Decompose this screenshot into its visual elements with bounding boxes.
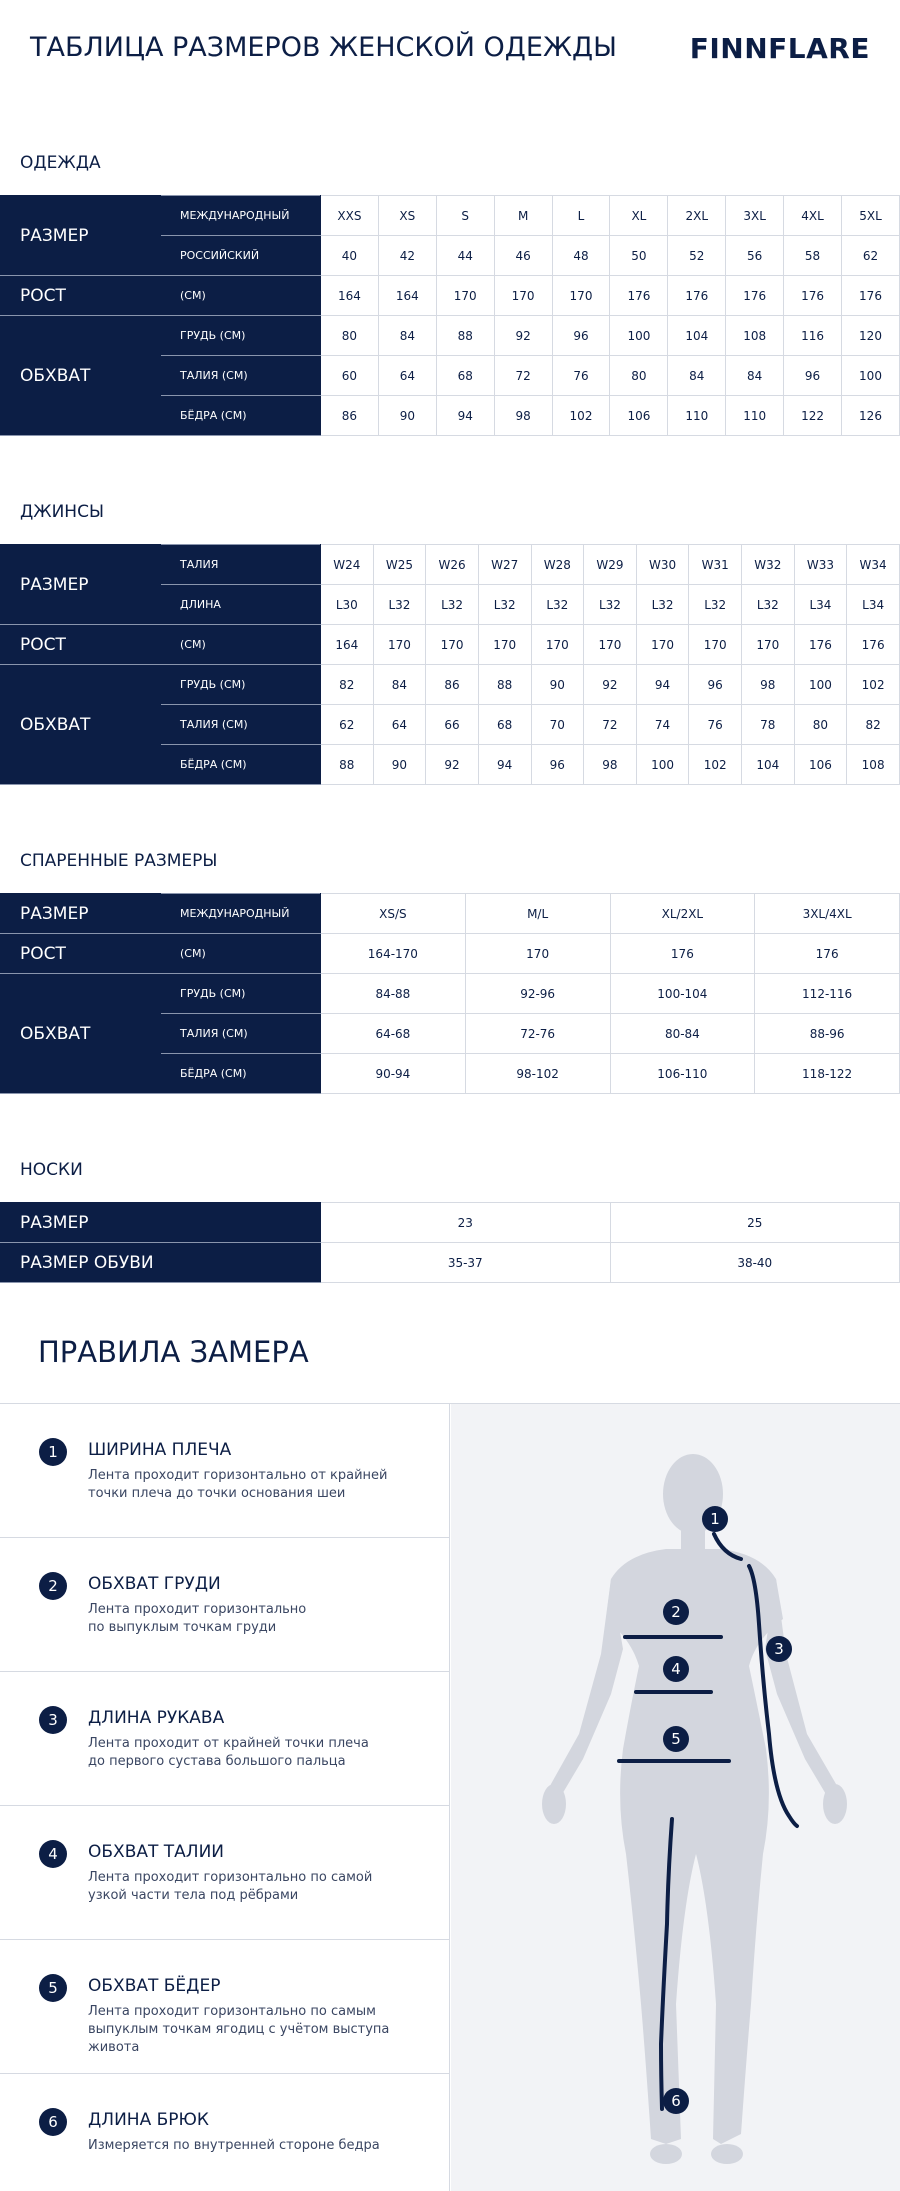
table-cell: 112-116 [755, 974, 900, 1014]
rule-description-line: по выпуклым точкам груди [88, 1620, 277, 1635]
table-cell: L32 [689, 585, 742, 625]
table-cell: 94 [436, 396, 494, 436]
clothing-size-table [0, 195, 900, 436]
marker-6-label: 6 [671, 2092, 681, 2110]
socks-size-table [0, 1202, 900, 1283]
table-cell: 76 [552, 356, 610, 396]
table-cell: 72-76 [465, 1014, 610, 1054]
table-cell: W33 [794, 545, 847, 585]
rule-title: ДЛИНА РУКАВА [88, 1708, 225, 1728]
table-cell: 82 [321, 665, 374, 705]
table-cell: 110 [668, 396, 726, 436]
table-cell: 58 [784, 236, 842, 276]
table-cell: W30 [636, 545, 689, 585]
rules-title: ПРАВИЛА ЗАМЕРА [38, 1335, 309, 1369]
table-cell: 72 [584, 705, 637, 745]
table-cell: 84 [726, 356, 784, 396]
table-cell: 110 [726, 396, 784, 436]
table-cell: 96 [552, 316, 610, 356]
table-cell: 164 [321, 276, 379, 316]
rule-description-line: Лента проходит горизонтально [88, 1602, 307, 1617]
rule-item [0, 1672, 450, 1806]
table-cell: 170 [465, 934, 610, 974]
table-cell: 176 [610, 276, 668, 316]
table-cell: 170 [478, 625, 531, 665]
table-cell: 60 [321, 356, 379, 396]
table-cell: 86 [321, 396, 379, 436]
row-label-waist-size: ТАЛИЯ [161, 545, 321, 585]
rule-item [0, 1404, 450, 1538]
table-cell: L30 [321, 585, 374, 625]
table-cell: 176 [726, 276, 784, 316]
table-cell: W26 [426, 545, 479, 585]
table-cell: 68 [478, 705, 531, 745]
table-cell: 84 [378, 316, 436, 356]
row-label-intl: МЕЖДУНАРОДНЫЙ [161, 196, 321, 236]
table-cell: 80 [794, 705, 847, 745]
row-label-cm: (СМ) [161, 625, 321, 665]
table-cell: XS [378, 196, 436, 236]
row-label-chest: ГРУДЬ (СМ) [161, 665, 321, 705]
table-cell: L32 [373, 585, 426, 625]
table-cell: 4XL [784, 196, 842, 236]
table-cell: 64 [378, 356, 436, 396]
table-cell: 50 [610, 236, 668, 276]
row-label-length: ДЛИНА [161, 585, 321, 625]
rule-description [88, 2003, 438, 2057]
table-cell: 3XL [726, 196, 784, 236]
table-cell: 76 [689, 705, 742, 745]
table-cell: 104 [742, 745, 795, 785]
table-cell: 102 [847, 665, 900, 705]
row-label-hips: БЁДРА (СМ) [161, 745, 321, 785]
table-cell: 170 [531, 625, 584, 665]
table-cell: 100 [610, 316, 668, 356]
table-cell: 106 [610, 396, 668, 436]
marker-3-label: 3 [774, 1640, 784, 1658]
table-cell: 82 [847, 705, 900, 745]
rule-number-badge: 4 [39, 1840, 67, 1868]
rule-number-badge: 3 [39, 1706, 67, 1734]
table-cell: 62 [842, 236, 900, 276]
table-cell: 80 [610, 356, 668, 396]
row-label-hips: БЁДРА (СМ) [161, 396, 321, 436]
table-cell: 118-122 [755, 1054, 900, 1094]
brand-logo[interactable]: FINNFLARE [689, 32, 870, 65]
table-cell: W24 [321, 545, 374, 585]
table-cell: 72 [494, 356, 552, 396]
rule-description-line: Измеряется по внутренней стороне бедра [88, 2138, 380, 2153]
group-label-shoe-size: РАЗМЕР ОБУВИ [1, 1243, 321, 1283]
marker-4-label: 4 [671, 1660, 681, 1678]
group-label-height: РОСТ [1, 276, 161, 316]
table-cell: 98 [494, 396, 552, 436]
rule-number-badge: 6 [39, 2108, 67, 2136]
row-label-ru: РОССИЙСКИЙ [161, 236, 321, 276]
table-cell: L32 [531, 585, 584, 625]
table-cell: 88-96 [755, 1014, 900, 1054]
table-cell: 96 [531, 745, 584, 785]
table-cell: 52 [668, 236, 726, 276]
table-cell: XL [610, 196, 668, 236]
table-cell: 25 [610, 1203, 900, 1243]
table-cell: 48 [552, 236, 610, 276]
table-row [1, 894, 900, 934]
table-cell: XS/S [321, 894, 466, 934]
rule-number-badge: 1 [39, 1438, 67, 1466]
table-cell: 176 [847, 625, 900, 665]
table-cell: 176 [842, 276, 900, 316]
body-silhouette-icon [451, 1404, 900, 2191]
table-cell: 100-104 [610, 974, 755, 1014]
row-label-waist: ТАЛИЯ (СМ) [161, 1014, 321, 1054]
table-cell: W25 [373, 545, 426, 585]
table-cell: 88 [436, 316, 494, 356]
table-row [1, 625, 900, 665]
rule-description-line: Лента проходит горизонтально по самым [88, 2004, 376, 2019]
table-cell: 90-94 [321, 1054, 466, 1094]
table-cell: XL/2XL [610, 894, 755, 934]
table-cell: 92-96 [465, 974, 610, 1014]
table-cell: 170 [552, 276, 610, 316]
row-label-chest: ГРУДЬ (СМ) [161, 974, 321, 1014]
table-cell: 176 [794, 625, 847, 665]
table-cell: 40 [321, 236, 379, 276]
table-row [1, 316, 900, 356]
rule-number-badge: 5 [39, 1974, 67, 2002]
table-cell: 96 [784, 356, 842, 396]
table-cell: L32 [426, 585, 479, 625]
table-cell: 170 [584, 625, 637, 665]
row-label-intl: МЕЖДУНАРОДНЫЙ [161, 894, 321, 934]
table-cell: 78 [742, 705, 795, 745]
table-cell: 80 [321, 316, 379, 356]
rule-description-line: до первого сустава большого пальца [88, 1754, 346, 1769]
row-label-waist: ТАЛИЯ (СМ) [161, 705, 321, 745]
table-cell: L32 [742, 585, 795, 625]
table-cell: 3XL/4XL [755, 894, 900, 934]
row-label-cm: (СМ) [161, 276, 321, 316]
table-cell: L32 [584, 585, 637, 625]
table-cell: 100 [636, 745, 689, 785]
rule-item [0, 1806, 450, 1940]
marker-1-label: 1 [710, 1510, 720, 1528]
rule-description-line: Лента проходит от крайней точки плеча [88, 1736, 369, 1751]
group-label-size: РАЗМЕР [1, 196, 161, 276]
row-label-hips: БЁДРА (СМ) [161, 1054, 321, 1094]
table-cell: W31 [689, 545, 742, 585]
table-cell: 84-88 [321, 974, 466, 1014]
table-cell: 100 [842, 356, 900, 396]
table-cell: 98 [742, 665, 795, 705]
table-cell: 170 [636, 625, 689, 665]
table-cell: W32 [742, 545, 795, 585]
table-cell: 176 [755, 934, 900, 974]
table-cell: 170 [742, 625, 795, 665]
table-cell: 92 [426, 745, 479, 785]
table-row [1, 196, 900, 236]
table-cell: M [494, 196, 552, 236]
body-figure-panel [451, 1404, 900, 2191]
table-cell: L32 [478, 585, 531, 625]
page-header [0, 0, 900, 100]
group-label-girth: ОБХВАТ [1, 316, 161, 436]
row-label-chest: ГРУДЬ (СМ) [161, 316, 321, 356]
group-label-girth: ОБХВАТ [1, 665, 161, 785]
table-cell: 116 [784, 316, 842, 356]
group-label-height: РОСТ [1, 934, 161, 974]
group-label-size: РАЗМЕР [1, 1203, 321, 1243]
table-row [1, 665, 900, 705]
rule-description [88, 1601, 438, 1637]
table-cell: W34 [847, 545, 900, 585]
rule-title: ОБХВАТ БЁДЕР [88, 1976, 221, 1996]
table-cell: 70 [531, 705, 584, 745]
table-cell: 100 [794, 665, 847, 705]
table-cell: 120 [842, 316, 900, 356]
jeans-section-title: ДЖИНСЫ [20, 502, 104, 522]
table-cell: 170 [689, 625, 742, 665]
rule-description [88, 1467, 438, 1503]
table-cell: 170 [373, 625, 426, 665]
table-cell: 104 [668, 316, 726, 356]
table-cell: 90 [373, 745, 426, 785]
table-cell: 170 [436, 276, 494, 316]
table-cell: L34 [847, 585, 900, 625]
table-cell: 176 [784, 276, 842, 316]
table-cell: 38-40 [610, 1243, 900, 1283]
rule-title: ШИРИНА ПЛЕЧА [88, 1440, 232, 1460]
rule-item [0, 1538, 450, 1672]
table-cell: XXS [321, 196, 379, 236]
rule-title: ОБХВАТ ГРУДИ [88, 1574, 221, 1594]
table-cell: W28 [531, 545, 584, 585]
table-cell: 164 [378, 276, 436, 316]
socks-section-title: НОСКИ [20, 1160, 83, 1180]
rule-number-badge: 2 [39, 1572, 67, 1600]
table-cell: M/L [465, 894, 610, 934]
row-label-waist: ТАЛИЯ (СМ) [161, 356, 321, 396]
jeans-size-table [0, 544, 900, 785]
table-row [1, 974, 900, 1014]
table-cell: 80-84 [610, 1014, 755, 1054]
table-cell: 176 [668, 276, 726, 316]
table-cell: 44 [436, 236, 494, 276]
table-cell: 92 [494, 316, 552, 356]
group-label-height: РОСТ [1, 625, 161, 665]
table-cell: 66 [426, 705, 479, 745]
table-cell: 84 [668, 356, 726, 396]
rule-description-line: узкой части тела под рёбрами [88, 1888, 299, 1903]
table-cell: 35-37 [321, 1243, 611, 1283]
paired-section-title: СПАРЕННЫЕ РАЗМЕРЫ [20, 851, 218, 871]
row-label-cm: (СМ) [161, 934, 321, 974]
rule-description-line: Лента проходит горизонтально по самой [88, 1870, 373, 1885]
table-cell: 106 [794, 745, 847, 785]
table-cell: 90 [531, 665, 584, 705]
table-cell: 96 [689, 665, 742, 705]
table-cell: 64-68 [321, 1014, 466, 1054]
table-cell: 164-170 [321, 934, 466, 974]
table-cell: W27 [478, 545, 531, 585]
table-cell: 56 [726, 236, 784, 276]
rule-description-line: выпуклым точкам ягодиц с учётом выступа живота [88, 2022, 390, 2055]
marker-5-label: 5 [671, 1730, 681, 1748]
table-cell: 88 [321, 745, 374, 785]
rule-description-line: точки плеча до точки основания шеи [88, 1486, 346, 1501]
table-cell: L32 [636, 585, 689, 625]
group-label-size: РАЗМЕР [1, 894, 161, 934]
table-cell: L [552, 196, 610, 236]
table-cell: 164 [321, 625, 374, 665]
table-cell: 102 [552, 396, 610, 436]
rule-title: ДЛИНА БРЮК [88, 2110, 209, 2130]
table-cell: 84 [373, 665, 426, 705]
group-label-size: РАЗМЕР [1, 545, 161, 625]
table-row [1, 276, 900, 316]
table-cell: 108 [726, 316, 784, 356]
table-row [1, 1203, 900, 1243]
table-cell: 23 [321, 1203, 611, 1243]
table-row [1, 934, 900, 974]
page-title: ТАБЛИЦА РАЗМЕРОВ ЖЕНСКОЙ ОДЕЖДЫ [30, 32, 617, 63]
table-cell: 102 [689, 745, 742, 785]
table-row [1, 1243, 900, 1283]
rule-description-line: Лента проходит горизонтально от крайней [88, 1468, 388, 1483]
table-cell: 106-110 [610, 1054, 755, 1094]
table-cell: 98-102 [465, 1054, 610, 1094]
table-cell: 5XL [842, 196, 900, 236]
table-cell: 92 [584, 665, 637, 705]
rule-description [88, 1735, 438, 1771]
table-cell: 62 [321, 705, 374, 745]
rule-description [88, 2137, 438, 2155]
table-cell: 94 [636, 665, 689, 705]
rule-description [88, 1869, 438, 1905]
table-cell: 68 [436, 356, 494, 396]
table-cell: 122 [784, 396, 842, 436]
rule-title: ОБХВАТ ТАЛИИ [88, 1842, 224, 1862]
table-cell: 64 [373, 705, 426, 745]
table-cell: 88 [478, 665, 531, 705]
table-cell: L34 [794, 585, 847, 625]
table-cell: 98 [584, 745, 637, 785]
table-cell: 170 [494, 276, 552, 316]
table-cell: S [436, 196, 494, 236]
table-cell: 108 [847, 745, 900, 785]
rule-item [0, 2074, 450, 2191]
clothing-section-title: ОДЕЖДА [20, 153, 101, 173]
group-label-girth: ОБХВАТ [1, 974, 161, 1094]
table-cell: 176 [610, 934, 755, 974]
table-cell: 2XL [668, 196, 726, 236]
table-cell: 90 [378, 396, 436, 436]
table-cell: 86 [426, 665, 479, 705]
marker-2-label: 2 [671, 1603, 681, 1621]
table-cell: 170 [426, 625, 479, 665]
table-cell: 46 [494, 236, 552, 276]
table-cell: 74 [636, 705, 689, 745]
paired-size-table [0, 893, 900, 1094]
table-cell: W29 [584, 545, 637, 585]
table-row [1, 545, 900, 585]
rules-list [0, 1404, 450, 2191]
rule-item [0, 1940, 450, 2074]
table-cell: 94 [478, 745, 531, 785]
table-cell: 126 [842, 396, 900, 436]
silhouette [542, 1454, 847, 2164]
table-cell: 42 [378, 236, 436, 276]
